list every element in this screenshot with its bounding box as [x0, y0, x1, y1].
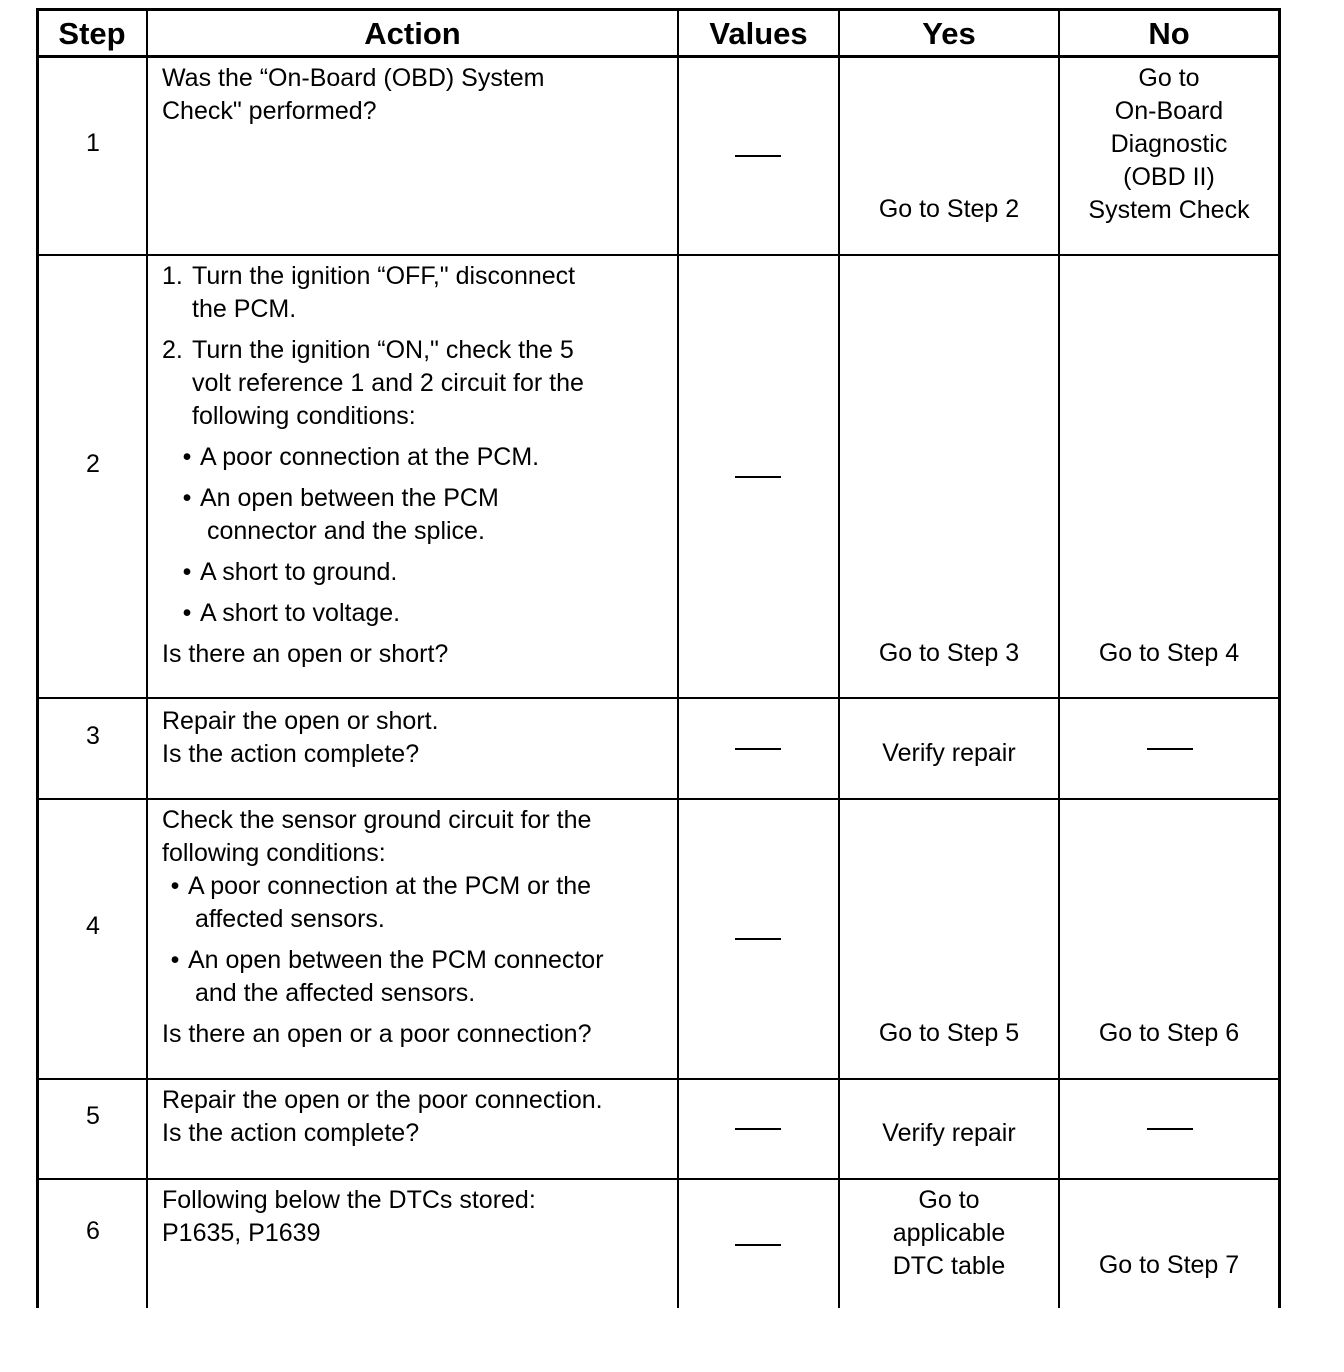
value-dash — [735, 938, 781, 940]
bullet-item — [174, 441, 674, 474]
step-number: 3 — [86, 722, 100, 750]
yes-text: DTC table — [892, 1252, 1006, 1280]
step-number: 1 — [86, 129, 100, 157]
no-text: System Check — [1088, 196, 1250, 224]
numbered-item — [162, 260, 674, 326]
bullet-item — [174, 482, 674, 548]
value-dash — [735, 476, 781, 478]
yes-cell: Verify repair — [882, 1119, 1016, 1147]
action-text: Check the sensor ground circuit for the — [162, 806, 592, 834]
action-text: Following below the DTCs stored: — [162, 1186, 536, 1214]
action-text: following conditions: — [192, 402, 416, 430]
yes-cell: Verify repair — [882, 739, 1016, 767]
step-number: 4 — [86, 912, 100, 940]
action-text: following conditions: — [162, 839, 386, 867]
bullet-item — [174, 556, 674, 589]
action-text: A poor connection at the PCM. — [200, 443, 540, 471]
bullet-icon: • — [170, 872, 180, 900]
yes-text: Go to — [918, 1186, 980, 1214]
row-divider — [36, 1078, 1281, 1080]
header-values: Values — [709, 16, 808, 51]
action-text: affected sensors. — [194, 905, 385, 933]
no-text: Diagnostic — [1110, 130, 1228, 158]
bullet-icon: • — [182, 484, 192, 512]
action-question: Is there an open or a poor connection? — [162, 1020, 592, 1048]
no-text: On-Board — [1114, 97, 1224, 125]
bullet-icon: • — [170, 946, 180, 974]
yes-cell: Go to Step 5 — [878, 1019, 1020, 1047]
item-number: 1. — [162, 262, 183, 290]
action-text: and the affected sensors. — [194, 979, 476, 1007]
no-dash — [1147, 1128, 1193, 1130]
action-text: A short to voltage. — [200, 599, 401, 627]
value-dash — [735, 155, 781, 157]
action-text: Was the “On-Board (OBD) System — [162, 64, 545, 92]
action-cell — [162, 804, 674, 1051]
step-number: 5 — [86, 1102, 100, 1130]
action-text: the PCM. — [192, 295, 297, 323]
yes-cell: Go to Step 2 — [878, 195, 1020, 223]
item-number: 2. — [162, 336, 183, 364]
action-cell — [162, 1184, 674, 1250]
action-text: A poor connection at the PCM or the — [188, 872, 592, 900]
numbered-item — [162, 334, 674, 433]
no-dash — [1147, 748, 1193, 750]
action-cell — [162, 705, 672, 771]
value-dash — [735, 1128, 781, 1130]
yes-text: applicable — [892, 1219, 1006, 1247]
action-text: A short to ground. — [200, 558, 398, 586]
step-number: 6 — [86, 1217, 100, 1245]
action-text: P1635, P1639 — [162, 1219, 321, 1247]
bullet-icon: • — [182, 443, 192, 471]
no-text: Go to — [1138, 64, 1200, 92]
step-number: 2 — [86, 450, 100, 478]
action-text: An open between the PCM — [200, 484, 499, 512]
action-text: Is the action complete? — [162, 1119, 420, 1147]
yes-cell: Go to Step 3 — [878, 639, 1020, 667]
no-cell: Go to Step 6 — [1098, 1019, 1240, 1047]
bullet-icon: • — [182, 558, 192, 586]
action-text: An open between the PCM connector — [188, 946, 604, 974]
action-text: Check" performed? — [162, 97, 377, 125]
action-cell — [162, 1084, 674, 1150]
value-dash — [735, 748, 781, 750]
action-question: Is there an open or short? — [162, 640, 449, 668]
col-divider — [677, 8, 679, 1308]
action-cell — [162, 62, 672, 128]
row-divider — [36, 798, 1281, 800]
value-dash — [735, 1244, 781, 1246]
action-cell — [162, 260, 674, 671]
action-text: Is the action complete? — [162, 740, 420, 768]
action-text: connector and the splice. — [206, 517, 485, 545]
bullet-item — [162, 944, 674, 1010]
no-cell: Go to Step 4 — [1098, 639, 1240, 667]
yes-cell — [840, 1184, 1058, 1283]
header-yes: Yes — [922, 16, 976, 51]
bullet-icon: • — [182, 599, 192, 627]
action-text: Turn the ignition “ON," check the 5 — [192, 336, 574, 364]
action-text: Repair the open or short. — [162, 707, 439, 735]
header-no: No — [1148, 16, 1190, 51]
header-action: Action — [364, 16, 461, 51]
bullet-item — [174, 597, 674, 630]
row-divider — [36, 1178, 1281, 1180]
no-cell — [1060, 62, 1278, 227]
header-step: Step — [58, 16, 126, 51]
action-text: Repair the open or the poor connection. — [162, 1086, 603, 1114]
row-divider — [36, 254, 1281, 256]
action-text: volt reference 1 and 2 circuit for the — [192, 369, 584, 397]
no-text: (OBD II) — [1123, 163, 1215, 191]
bullet-item — [162, 870, 674, 936]
no-cell: Go to Step 7 — [1098, 1251, 1240, 1279]
row-divider — [36, 697, 1281, 699]
action-text: Turn the ignition “OFF," disconnect — [192, 262, 576, 290]
